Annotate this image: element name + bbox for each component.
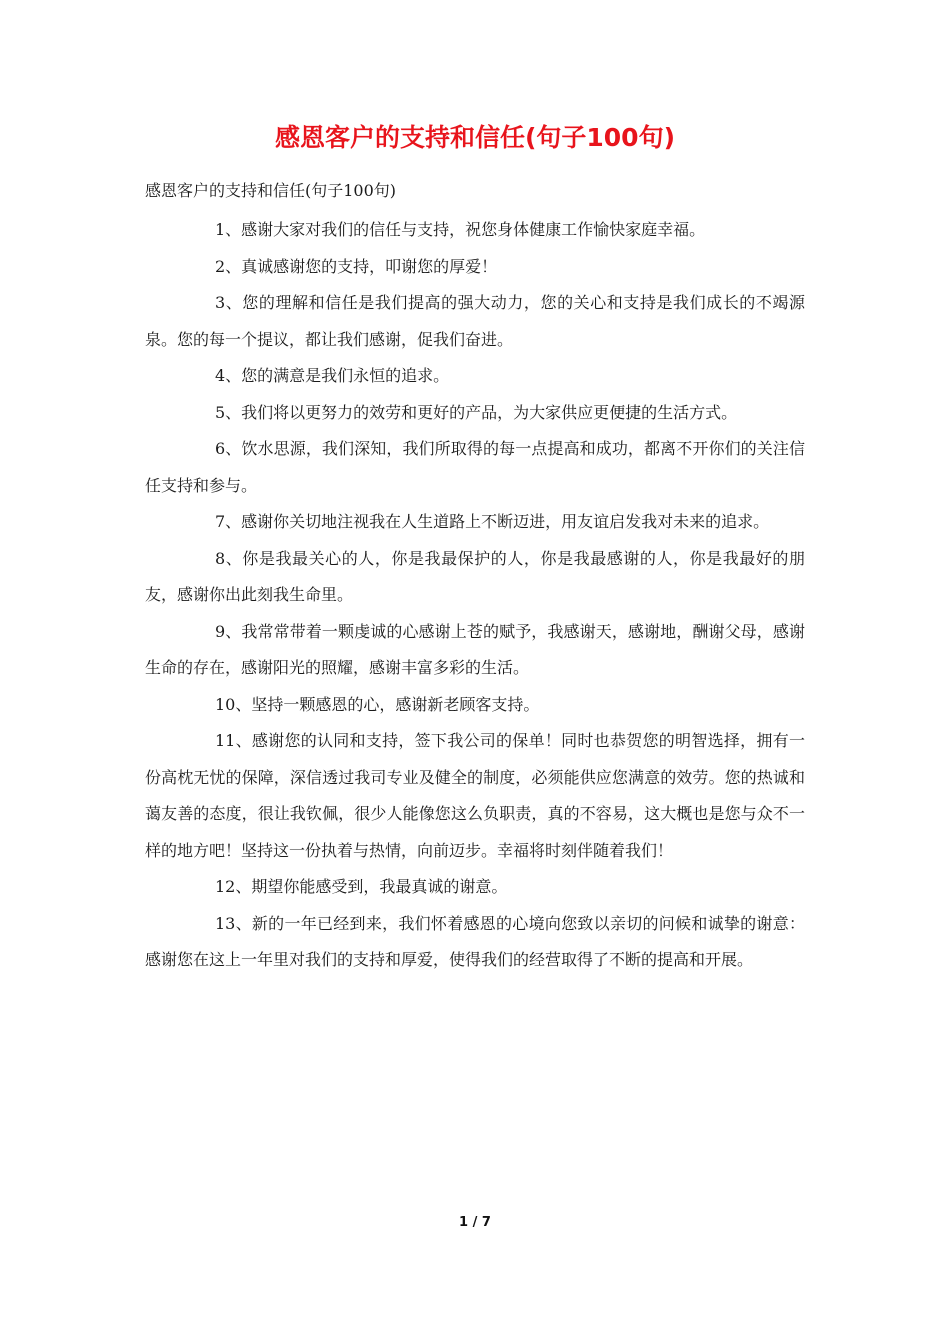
document-subtitle: 感恩客户的支持和信任(句子100句) bbox=[145, 181, 397, 200]
document-body bbox=[145, 176, 805, 979]
page-title: 感恩客户的支持和信任(句子100句) bbox=[274, 123, 676, 152]
list-item: 6、饮水思源，我们深知，我们所取得的每一点提高和成功，都离不开你们的关注信任支持和参与。 bbox=[145, 439, 805, 495]
list-item: 5、我们将以更努力的效劳和更好的产品，为大家供应更便捷的生活方式。 bbox=[215, 402, 738, 422]
list-item: 3、您的理解和信任是我们提高的强大动力，您的关心和支持是我们成长的不竭源泉。您的每一个提议，都让我们感谢，促我们奋进。 bbox=[145, 293, 805, 349]
list-item: 8、你是我最关心的人，你是我最保护的人，你是我最感谢的人，你是我最好的朋友，感谢你出此刻我生命里。 bbox=[145, 548, 805, 604]
list-item: 1、感谢大家对我们的信任与支持，祝您身体健康工作愉快家庭幸福。 bbox=[215, 220, 706, 239]
list-item: 13、新的一年已经到来，我们怀着感恩的心境向您致以亲切的问候和诚挚的谢意：感谢您在这上一年里对我们的支持和厚爱，使得我们的经营取得了不断的提高和开展。 bbox=[145, 913, 805, 969]
list-item: 2、真诚感谢您的支持，叩谢您的厚爱！ bbox=[215, 256, 498, 276]
list-item: 10、坚持一颗感恩的心，感谢新老顾客支持。 bbox=[215, 694, 540, 714]
list-item: 12、期望你能感受到，我最真诚的谢意。 bbox=[215, 877, 508, 896]
list-item: 9、我常常带着一颗虔诚的心感谢上苍的赋予，我感谢天，感谢地，酬谢父母，感谢生命的存在，感谢阳光的照耀，感谢丰富多彩的生活。 bbox=[145, 621, 805, 677]
page-indicator: 1 / 7 bbox=[459, 1215, 491, 1230]
list-item: 7、感谢你关切地注视我在人生道路上不断迈进，用友谊启发我对未来的追求。 bbox=[215, 512, 770, 531]
list-item: 4、您的满意是我们永恒的追求。 bbox=[215, 366, 450, 385]
list-item: 11、感谢您的认同和支持，签下我公司的保单！同时也恭贺您的明智选择，拥有一份高枕无忧的保障，深信透过我司专业及健全的制度，必须能供应您满意的效劳。您的热诚和蔼友善的态度，很让我钦佩，很少人能像您这么负职责，真的不容易，这大概也是您与众不一样的地方吧！坚持这一份执着与热情，向前迈步。幸福将时刻伴随着我们！ bbox=[145, 731, 805, 860]
